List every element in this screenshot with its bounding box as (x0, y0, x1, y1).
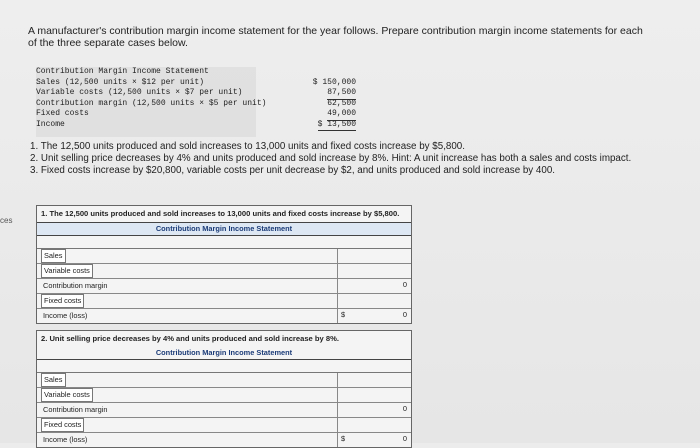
row-variable-costs (37, 388, 411, 403)
col-divider (337, 373, 338, 387)
row-income (37, 433, 411, 447)
income-value: 0 (402, 434, 407, 443)
sales-label-input[interactable]: Sales (41, 373, 66, 387)
case-2-heading: 2. Unit selling price decreases by 4% and units produced and sold increase by 8%. (41, 334, 339, 343)
col-divider (337, 403, 338, 417)
row-sales (37, 373, 411, 388)
statement-row: Contribution margin (12,500 units × $5 per unit) 62,500 (36, 98, 356, 108)
income-label: Income (loss) (43, 435, 88, 444)
statement-title-row (36, 67, 356, 78)
task-2: 2. Unit selling price decreases by 4% and units produced and sold increase by 8%. Hint: A unit increase has both a sales and costs impact. (30, 153, 632, 164)
col-divider (337, 294, 338, 308)
statement-title: Contribution Margin Income Statement (36, 67, 209, 76)
row-contribution-margin (37, 279, 411, 294)
fixed-costs-label-input[interactable]: Fixed costs (41, 294, 84, 308)
income-value: 0 (402, 310, 407, 319)
col-divider (337, 249, 338, 263)
statement-row: Fixed costs 49,000 (36, 109, 356, 120)
case-1-statement-title: Contribution Margin Income Statement (37, 222, 411, 236)
row-income (37, 309, 411, 323)
statement-row: Variable costs (12,500 units × $7 per unit) 87,500 (36, 88, 356, 99)
task-3: 3. Fixed costs increase by $20,800, variable costs per unit decrease by $2, and units produced and sold increase by 400. (30, 165, 555, 176)
case-2-statement-title: Contribution Margin Income Statement (37, 347, 411, 360)
col-divider (337, 264, 338, 278)
spacer-row (37, 360, 411, 373)
spacer-row (37, 236, 411, 249)
dollar-sign: $ (341, 310, 346, 319)
row-fixed-costs (37, 294, 411, 309)
contribution-margin-value: 0 (402, 404, 407, 413)
variable-costs-label-input[interactable]: Variable costs (41, 388, 93, 402)
row-sales (37, 249, 411, 264)
row-fixed-costs (37, 418, 411, 433)
statement-row: Income $ 13,500 (36, 120, 356, 131)
row-contribution-margin (37, 403, 411, 418)
task-1: 1. The 12,500 units produced and sold increases to 13,000 units and fixed costs increase by $5,800. (30, 141, 465, 152)
col-divider (337, 388, 338, 402)
task-list (30, 141, 650, 177)
case-1-heading: 1. The 12,500 units produced and sold increases to 13,000 units and fixed costs increase by $5,800. (41, 209, 400, 218)
col-divider (337, 279, 338, 293)
variable-costs-label-input[interactable]: Variable costs (41, 264, 93, 278)
col-divider (337, 433, 338, 447)
intro-text: A manufacturer's contribution margin income statement for the year follows. Prepare contribution margin income statements for each of the three separate cases below. (28, 25, 643, 49)
contribution-margin-label: Contribution margin (43, 405, 108, 414)
base-statement (36, 67, 356, 130)
income-label: Income (loss) (43, 311, 88, 320)
sales-label-input[interactable]: Sales (41, 249, 66, 263)
case-2-panel (36, 330, 412, 448)
statement-row: Sales (12,500 units × $12 per unit) $ 150,000 (36, 77, 356, 87)
case-1-panel (36, 205, 412, 324)
contribution-margin-label: Contribution margin (43, 281, 108, 290)
col-divider (337, 418, 338, 432)
problem-intro (28, 25, 648, 49)
col-divider (337, 309, 338, 323)
fixed-costs-label-input[interactable]: Fixed costs (41, 418, 84, 432)
contribution-margin-value: 0 (402, 280, 407, 289)
cropped-side-label: ces (0, 216, 13, 225)
row-variable-costs (37, 264, 411, 279)
dollar-sign: $ (341, 434, 346, 443)
